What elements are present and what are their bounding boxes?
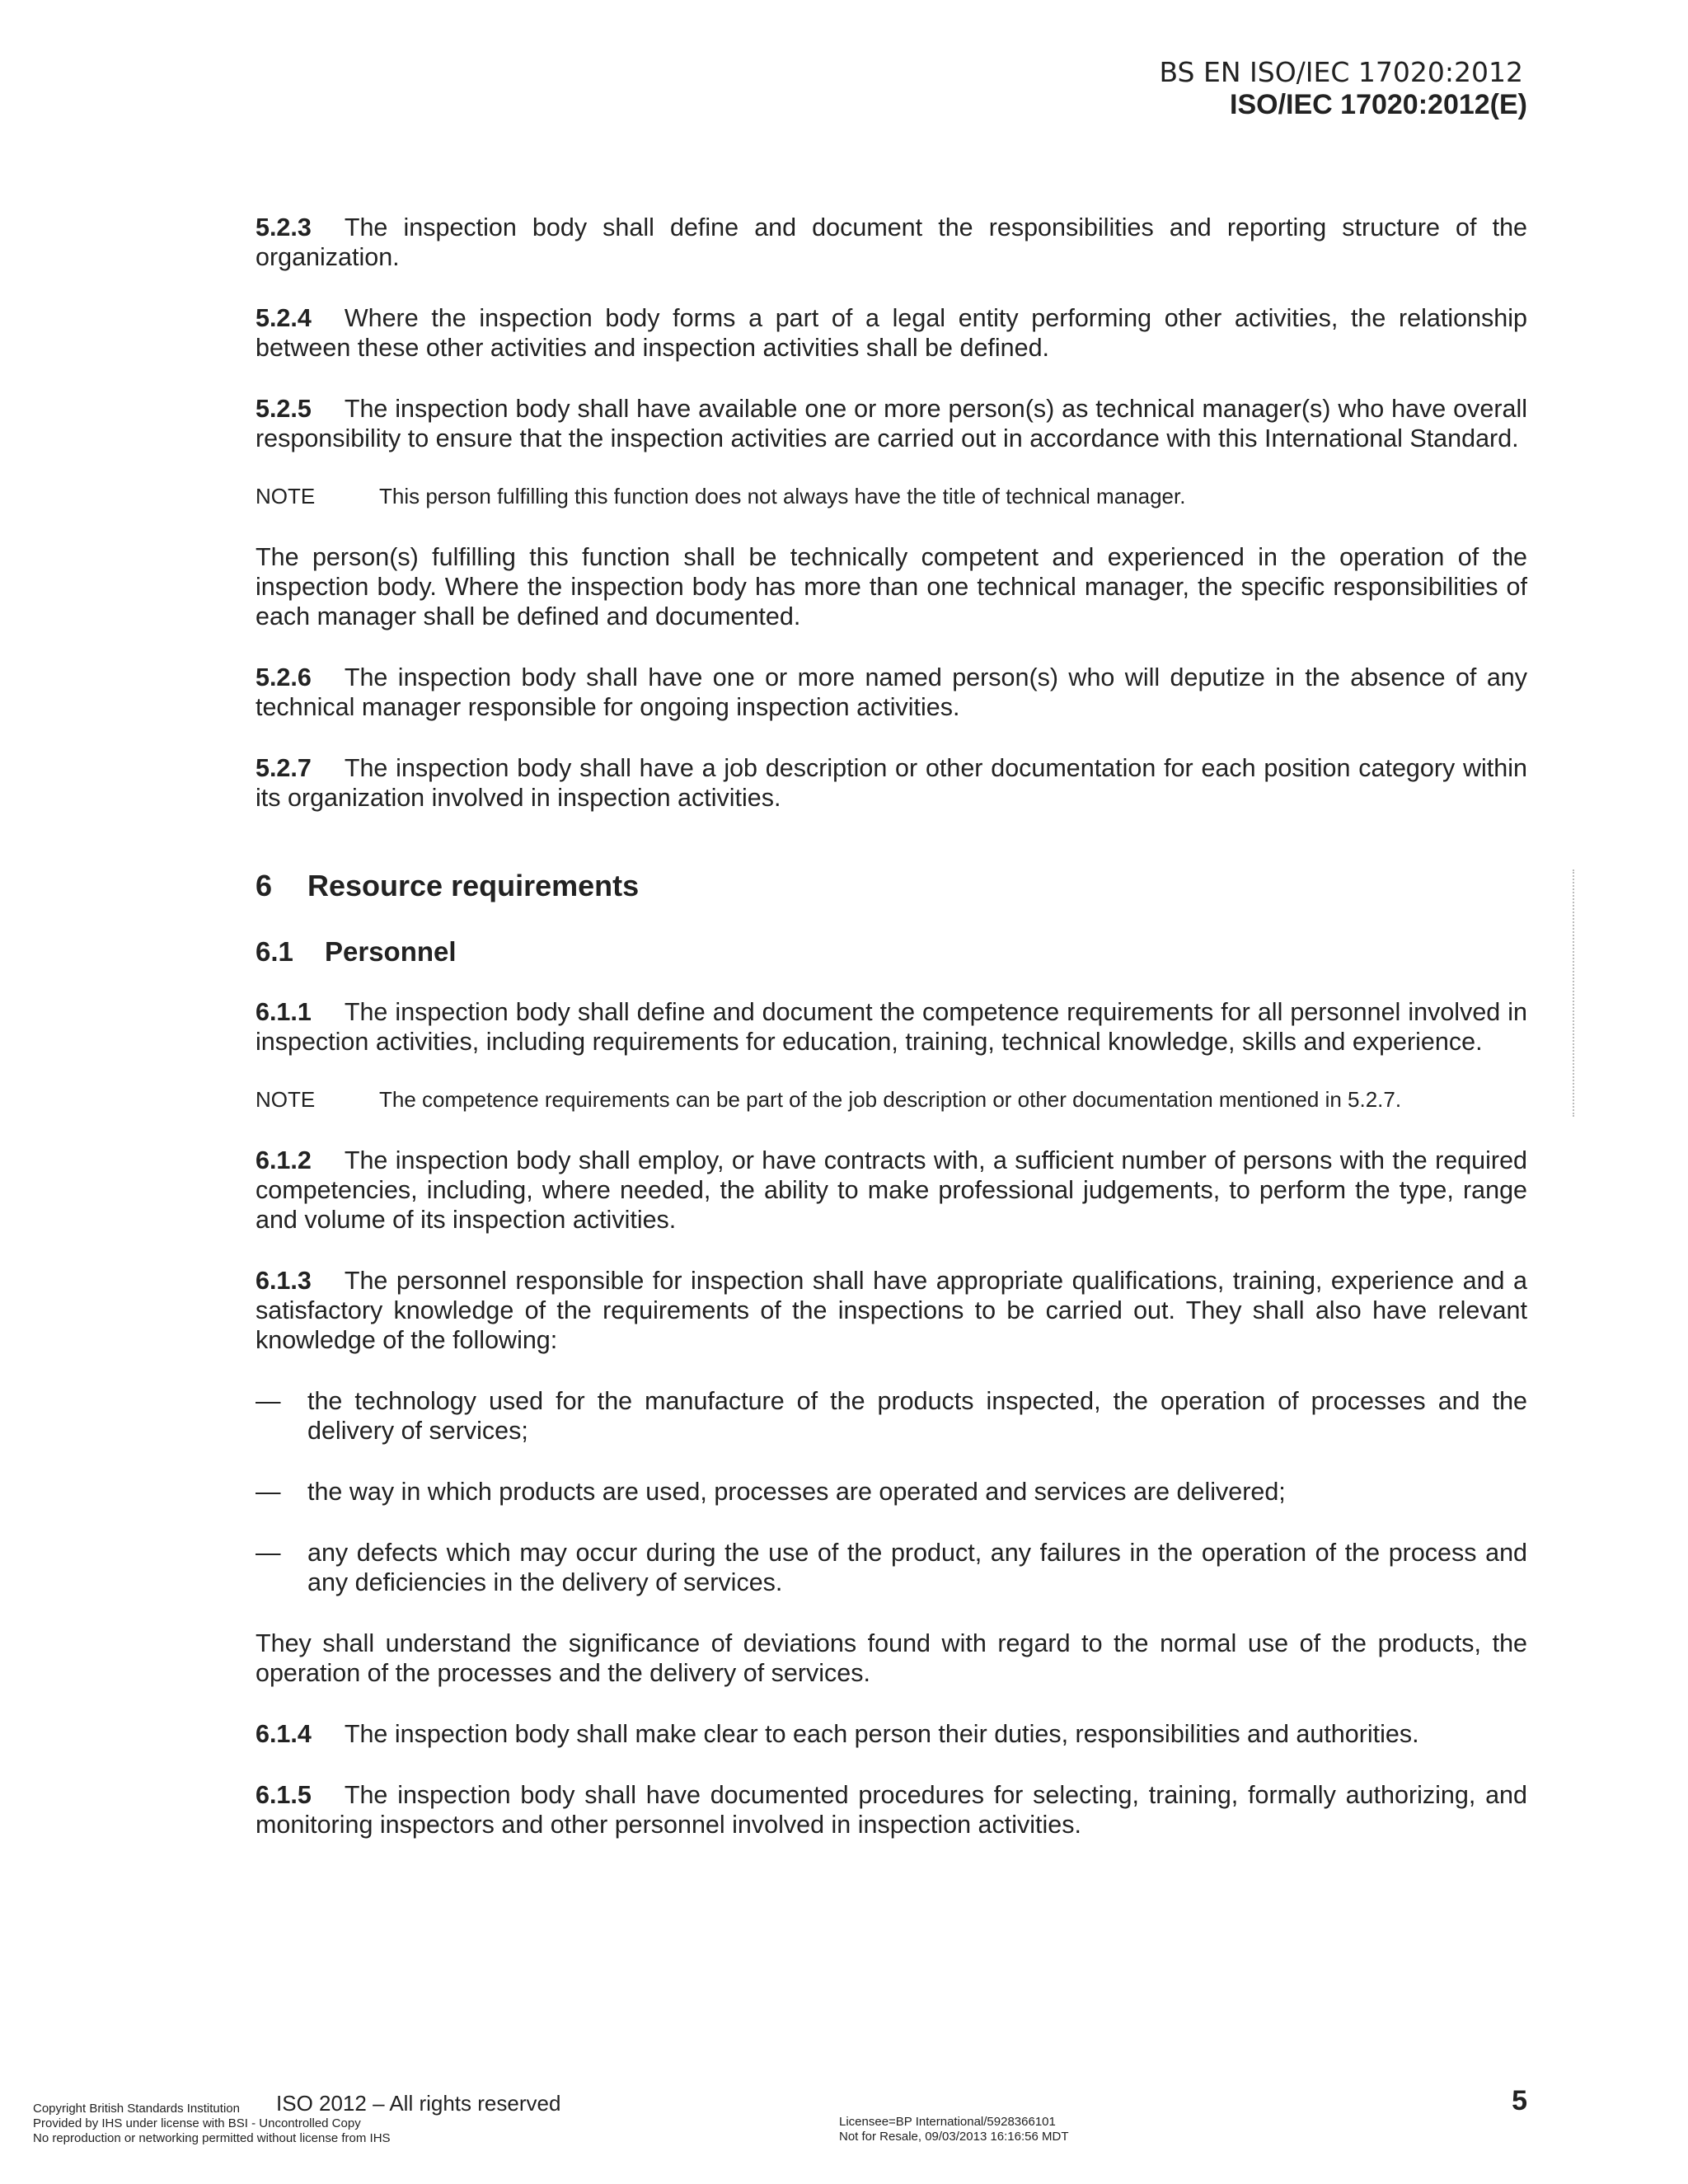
list-item-text: any defects which may occur during the use of the product, any failures in the operation of the process and any deficiencies in the delivery of services.	[307, 1539, 1527, 1596]
clause-number: 6.1.1	[256, 998, 312, 1026]
subsection-title: Personnel	[325, 936, 457, 967]
clause-number: 6.1.4	[256, 1720, 312, 1748]
licensee-line: Licensee=BP International/5928366101	[839, 2115, 1056, 2129]
clause-text: The inspection body shall make clear to each person their duties, responsibilities and authorities.	[344, 1720, 1419, 1748]
section-number: 6	[256, 869, 273, 902]
clause-number: 5.2.6	[256, 663, 312, 691]
clause-text: The personnel responsible for inspection shall have appropriate qualifications, training, experience and a satisfactory knowledge of the requirements of the inspections to be carried out. They shall also have relevant knowledge of the following:	[256, 1267, 1527, 1354]
clause-text: Where the inspection body forms a part of a legal entity performing other activities, the relationship between these other activities and inspection activities shall be defined.	[256, 304, 1527, 362]
list-item-text: the way in which products are used, processes are operated and services are delivered;	[307, 1478, 1286, 1506]
note-6-1-1	[256, 1086, 1527, 1113]
clause-5-2-3	[256, 213, 1527, 272]
subsection-heading	[256, 936, 1527, 968]
note-text: The competence requirements can be part of the job description or other documentation mentioned in 5.2.7.	[379, 1087, 1402, 1112]
document-body	[256, 213, 1527, 1871]
standard-designation: BS EN ISO/IEC 17020:2012	[1159, 56, 1523, 88]
dash-bullet: —	[256, 1387, 281, 1415]
clause-5-2-5	[256, 394, 1527, 453]
license-line: Provided by IHS under license with BSI - Uncontrolled Copy	[33, 2116, 361, 2130]
note-label: NOTE	[256, 1087, 316, 1112]
clause-6-1-2	[256, 1146, 1527, 1235]
reproduction-line: No reproduction or networking permitted without license from IHS	[33, 2131, 391, 2145]
section-heading	[256, 869, 1527, 903]
clause-number: 6.1.2	[256, 1146, 312, 1174]
list-item-text: the technology used for the manufacture of the products inspected, the operation of processes and the delivery of services;	[307, 1387, 1527, 1445]
standard-designation-iso: ISO/IEC 17020:2012(E)	[1230, 89, 1527, 120]
clause-6-1-3	[256, 1266, 1527, 1355]
clause-5-2-4	[256, 303, 1527, 363]
clause-6-1-1	[256, 997, 1527, 1057]
clause-6-1-4	[256, 1719, 1527, 1749]
clause-text: The inspection body shall define and document the competence requirements for all personnel involved in inspection activities, including requirements for education, training, technical knowledge, skills and experience.	[256, 998, 1527, 1056]
clause-6-1-3-continued: They shall understand the significance of deviations found with regard to the normal use of the products, the operation of the processes and the delivery of services.	[256, 1629, 1527, 1687]
page-number: 5	[1512, 2085, 1527, 2116]
resale-line: Not for Resale, 09/03/2013 16:16:56 MDT	[839, 2130, 1069, 2144]
clause-text: The inspection body shall define and document the responsibilities and reporting structure of the organization.	[256, 213, 1527, 271]
clause-text: The inspection body shall have a job description or other documentation for each position category within its organization involved in inspection activities.	[256, 754, 1527, 812]
clause-number: 5.2.3	[256, 213, 312, 241]
clause-5-2-6	[256, 663, 1527, 722]
iso-rights: ISO 2012 – All rights reserved	[276, 2091, 561, 2116]
margin-marks	[1573, 869, 1578, 1117]
clause-6-1-5	[256, 1780, 1527, 1840]
subsection-number: 6.1	[256, 936, 293, 967]
clause-number: 5.2.5	[256, 395, 312, 423]
note-label: NOTE	[256, 484, 316, 509]
clause-5-2-7	[256, 753, 1527, 813]
dash-bullet: —	[256, 1478, 281, 1506]
clause-5-2-5-continued: The person(s) fulfilling this function shall be technically competent and experienced in the operation of the inspection body. Where the inspection body has more than one technical manager, the specific responsibilities of each manager shall be defined and documented.	[256, 543, 1527, 630]
clause-text: The inspection body shall have one or more named person(s) who will deputize in the absence of any technical manager responsible for ongoing inspection activities.	[256, 663, 1527, 721]
clause-text: The inspection body shall have available one or more person(s) as technical manager(s) who have overall responsibility to ensure that the inspection activities are carried out in accordance with this International Standard.	[256, 395, 1527, 452]
section-title: Resource requirements	[307, 869, 640, 902]
note-5-2-5	[256, 483, 1527, 509]
list-item	[256, 1386, 1527, 1446]
clause-text: The inspection body shall have documented procedures for selecting, training, formally authorizing, and monitoring inspectors and other personnel involved in inspection activities.	[256, 1781, 1527, 1839]
clause-number: 5.2.7	[256, 754, 312, 782]
licensee-notice	[839, 2115, 1069, 2144]
clause-text: The inspection body shall employ, or have contracts with, a sufficient number of persons with the required competencies, including, where needed, the ability to make professional judgements, to perform the type, range and volume of its inspection activities.	[256, 1146, 1527, 1234]
copyright-line: Copyright British Standards Institution	[33, 2102, 240, 2116]
clause-number: 5.2.4	[256, 304, 312, 332]
list-item	[256, 1538, 1527, 1597]
note-text: This person fulfilling this function does not always have the title of technical manager.	[379, 484, 1186, 509]
clause-number: 6.1.3	[256, 1267, 312, 1295]
list-item	[256, 1477, 1527, 1507]
clause-number: 6.1.5	[256, 1781, 312, 1809]
dash-bullet: —	[256, 1539, 281, 1567]
